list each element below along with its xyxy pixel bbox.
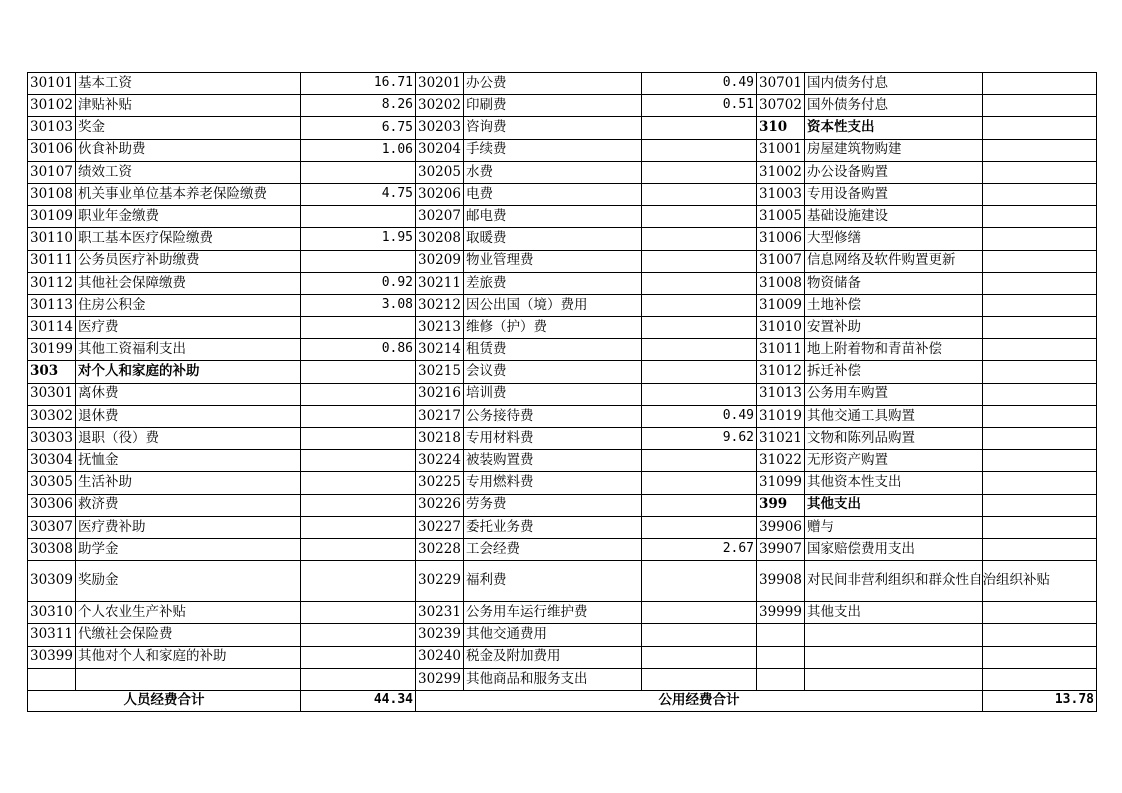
other-item-cell: 物资储备 xyxy=(805,272,983,294)
public-code-cell: 30217 xyxy=(416,405,464,427)
other-amount-cell xyxy=(983,516,1097,538)
personnel-item-cell: 机关事业单位基本养老保险缴费 xyxy=(76,183,301,205)
personnel-code-cell: 303 xyxy=(28,361,76,383)
other-item-cell: 基础设施建设 xyxy=(805,206,983,228)
other-code-cell: 31006 xyxy=(757,228,805,250)
public-item-cell: 被装购置费 xyxy=(464,450,642,472)
table-row xyxy=(28,538,1097,560)
public-code-cell: 30213 xyxy=(416,317,464,339)
personnel-item-cell: 退休费 xyxy=(76,405,301,427)
public-code-cell: 30226 xyxy=(416,494,464,516)
personnel-code-cell: 30110 xyxy=(28,228,76,250)
personnel-item-cell: 奖金 xyxy=(76,117,301,139)
other-code-cell: 39999 xyxy=(757,602,805,624)
public-item-cell: 取暖费 xyxy=(464,228,642,250)
other-item-cell xyxy=(805,624,983,646)
table-row xyxy=(28,272,1097,294)
other-item-cell: 公务用车购置 xyxy=(805,383,983,405)
other-code-cell: 39908 xyxy=(757,561,805,602)
public-item-cell: 福利费 xyxy=(464,561,642,602)
public-code-cell: 30240 xyxy=(416,646,464,668)
public-total-label: 公用经费合计 xyxy=(416,690,983,711)
table-body xyxy=(28,73,1097,691)
other-amount-cell xyxy=(983,95,1097,117)
other-amount-cell xyxy=(983,472,1097,494)
table-row xyxy=(28,339,1097,361)
other-amount-cell xyxy=(983,624,1097,646)
public-amount-cell xyxy=(642,317,757,339)
personnel-item-cell: 奖励金 xyxy=(76,561,301,602)
personnel-item-cell: 对个人和家庭的补助 xyxy=(76,361,301,383)
public-code-cell: 30205 xyxy=(416,161,464,183)
other-item-cell: 专用设备购置 xyxy=(805,183,983,205)
public-item-cell: 物业管理费 xyxy=(464,250,642,272)
public-amount-cell xyxy=(642,361,757,383)
personnel-item-cell: 基本工资 xyxy=(76,73,301,95)
personnel-amount-cell xyxy=(301,361,416,383)
public-amount-cell xyxy=(642,250,757,272)
personnel-code-cell: 30302 xyxy=(28,405,76,427)
personnel-code-cell: 30304 xyxy=(28,450,76,472)
table-row xyxy=(28,561,1097,602)
other-item-cell: 土地补偿 xyxy=(805,294,983,316)
personnel-amount-cell: 1.95 xyxy=(301,228,416,250)
public-amount-cell xyxy=(642,561,757,602)
public-item-cell: 手续费 xyxy=(464,139,642,161)
other-item-cell: 其他交通工具购置 xyxy=(805,405,983,427)
personnel-amount-cell xyxy=(301,161,416,183)
table-row xyxy=(28,139,1097,161)
table-row xyxy=(28,206,1097,228)
personnel-item-cell: 离休费 xyxy=(76,383,301,405)
other-code-cell: 31007 xyxy=(757,250,805,272)
personnel-code-cell: 30107 xyxy=(28,161,76,183)
table-row xyxy=(28,405,1097,427)
public-code-cell: 30218 xyxy=(416,428,464,450)
other-code-cell: 31019 xyxy=(757,405,805,427)
other-amount-cell xyxy=(983,117,1097,139)
personnel-item-cell: 助学金 xyxy=(76,538,301,560)
other-amount-cell xyxy=(983,139,1097,161)
expense-table xyxy=(27,72,1097,712)
other-code-cell: 310 xyxy=(757,117,805,139)
public-code-cell: 30228 xyxy=(416,538,464,560)
public-code-cell: 30209 xyxy=(416,250,464,272)
other-item-cell: 地上附着物和青苗补偿 xyxy=(805,339,983,361)
other-amount-cell xyxy=(983,73,1097,95)
personnel-amount-cell xyxy=(301,428,416,450)
other-code-cell: 31012 xyxy=(757,361,805,383)
public-item-cell: 公务接待费 xyxy=(464,405,642,427)
other-item-cell: 其他资本性支出 xyxy=(805,472,983,494)
totals-row xyxy=(28,690,1097,711)
personnel-total-label: 人员经费合计 xyxy=(28,690,301,711)
table-row xyxy=(28,516,1097,538)
public-amount-cell xyxy=(642,339,757,361)
personnel-amount-cell xyxy=(301,624,416,646)
other-code-cell: 39906 xyxy=(757,516,805,538)
other-code-cell: 31009 xyxy=(757,294,805,316)
public-code-cell: 30224 xyxy=(416,450,464,472)
public-amount-cell xyxy=(642,516,757,538)
personnel-code-cell: 30301 xyxy=(28,383,76,405)
personnel-code-cell: 30309 xyxy=(28,561,76,602)
table-row xyxy=(28,73,1097,95)
table-row xyxy=(28,472,1097,494)
public-amount-cell xyxy=(642,646,757,668)
public-amount-cell xyxy=(642,668,757,690)
personnel-code-cell: 30101 xyxy=(28,73,76,95)
other-code-cell: 31011 xyxy=(757,339,805,361)
other-code-cell: 31099 xyxy=(757,472,805,494)
personnel-item-cell: 职工基本医疗保险缴费 xyxy=(76,228,301,250)
public-amount-cell xyxy=(642,228,757,250)
other-item-cell xyxy=(805,668,983,690)
other-amount-cell xyxy=(983,294,1097,316)
personnel-amount-cell xyxy=(301,538,416,560)
personnel-code-cell: 30111 xyxy=(28,250,76,272)
public-code-cell: 30212 xyxy=(416,294,464,316)
public-item-cell: 会议费 xyxy=(464,361,642,383)
other-item-cell: 其他支出 xyxy=(805,602,983,624)
public-item-cell: 委托业务费 xyxy=(464,516,642,538)
other-item-cell: 安置补助 xyxy=(805,317,983,339)
other-item-cell: 资本性支出 xyxy=(805,117,983,139)
personnel-item-cell: 医疗费补助 xyxy=(76,516,301,538)
other-code-cell: 39907 xyxy=(757,538,805,560)
public-code-cell: 30215 xyxy=(416,361,464,383)
other-amount-cell xyxy=(983,646,1097,668)
public-item-cell: 维修（护）费 xyxy=(464,317,642,339)
table-row xyxy=(28,383,1097,405)
table-row xyxy=(28,317,1097,339)
personnel-amount-cell: 0.92 xyxy=(301,272,416,294)
table-row xyxy=(28,161,1097,183)
table-row xyxy=(28,250,1097,272)
public-amount-cell xyxy=(642,183,757,205)
table-row xyxy=(28,428,1097,450)
public-item-cell: 培训费 xyxy=(464,383,642,405)
public-item-cell: 电费 xyxy=(464,183,642,205)
table-row xyxy=(28,117,1097,139)
other-code-cell: 31022 xyxy=(757,450,805,472)
public-code-cell: 30225 xyxy=(416,472,464,494)
other-amount-cell xyxy=(983,339,1097,361)
personnel-code-cell: 30114 xyxy=(28,317,76,339)
other-amount-cell xyxy=(983,183,1097,205)
public-amount-cell: 0.49 xyxy=(642,73,757,95)
personnel-amount-cell xyxy=(301,206,416,228)
personnel-item-cell: 其他工资福利支出 xyxy=(76,339,301,361)
public-amount-cell xyxy=(642,294,757,316)
public-amount-cell xyxy=(642,624,757,646)
public-code-cell: 30204 xyxy=(416,139,464,161)
table-row xyxy=(28,668,1097,690)
public-code-cell: 30203 xyxy=(416,117,464,139)
personnel-code-cell: 30106 xyxy=(28,139,76,161)
other-item-cell: 国家赔偿费用支出 xyxy=(805,538,983,560)
personnel-code-cell: 30311 xyxy=(28,624,76,646)
public-item-cell: 专用材料费 xyxy=(464,428,642,450)
other-item-cell: 其他支出 xyxy=(805,494,983,516)
personnel-amount-cell xyxy=(301,383,416,405)
other-amount-cell xyxy=(983,317,1097,339)
personnel-code-cell: 30113 xyxy=(28,294,76,316)
other-amount-cell xyxy=(983,272,1097,294)
personnel-item-cell: 抚恤金 xyxy=(76,450,301,472)
personnel-item-cell: 个人农业生产补贴 xyxy=(76,602,301,624)
personnel-amount-cell xyxy=(301,602,416,624)
public-code-cell: 30239 xyxy=(416,624,464,646)
personnel-code-cell xyxy=(28,668,76,690)
personnel-code-cell: 30303 xyxy=(28,428,76,450)
other-item-cell: 文物和陈列品购置 xyxy=(805,428,983,450)
other-amount-cell xyxy=(983,538,1097,560)
personnel-amount-cell xyxy=(301,668,416,690)
personnel-item-cell: 职业年金缴费 xyxy=(76,206,301,228)
other-code-cell xyxy=(757,668,805,690)
personnel-code-cell: 30102 xyxy=(28,95,76,117)
public-item-cell: 工会经费 xyxy=(464,538,642,560)
other-code-cell: 31010 xyxy=(757,317,805,339)
personnel-code-cell: 30306 xyxy=(28,494,76,516)
other-amount-cell xyxy=(983,602,1097,624)
other-amount-cell xyxy=(983,383,1097,405)
public-code-cell: 30202 xyxy=(416,95,464,117)
table-row xyxy=(28,95,1097,117)
table-row xyxy=(28,228,1097,250)
table-row xyxy=(28,624,1097,646)
public-item-cell: 其他商品和服务支出 xyxy=(464,668,642,690)
public-item-cell: 其他交通费用 xyxy=(464,624,642,646)
personnel-code-cell: 30307 xyxy=(28,516,76,538)
public-amount-cell xyxy=(642,494,757,516)
personnel-item-cell xyxy=(76,668,301,690)
public-code-cell: 30229 xyxy=(416,561,464,602)
public-amount-cell xyxy=(642,472,757,494)
other-code-cell: 399 xyxy=(757,494,805,516)
other-item-cell: 赠与 xyxy=(805,516,983,538)
other-amount-cell xyxy=(983,668,1097,690)
personnel-code-cell: 30399 xyxy=(28,646,76,668)
other-code-cell: 30702 xyxy=(757,95,805,117)
public-amount-cell xyxy=(642,161,757,183)
public-item-cell: 办公费 xyxy=(464,73,642,95)
personnel-amount-cell xyxy=(301,405,416,427)
personnel-code-cell: 30199 xyxy=(28,339,76,361)
personnel-item-cell: 公务员医疗补助缴费 xyxy=(76,250,301,272)
personnel-amount-cell: 16.71 xyxy=(301,73,416,95)
other-code-cell: 31013 xyxy=(757,383,805,405)
public-code-cell: 30211 xyxy=(416,272,464,294)
public-amount-cell xyxy=(642,139,757,161)
personnel-item-cell: 医疗费 xyxy=(76,317,301,339)
other-code-cell: 31003 xyxy=(757,183,805,205)
public-amount-cell xyxy=(642,206,757,228)
public-code-cell: 30231 xyxy=(416,602,464,624)
personnel-amount-cell: 1.06 xyxy=(301,139,416,161)
other-amount-cell xyxy=(983,228,1097,250)
other-amount-cell xyxy=(983,206,1097,228)
personnel-item-cell: 伙食补助费 xyxy=(76,139,301,161)
personnel-item-cell: 退职（役）费 xyxy=(76,428,301,450)
public-code-cell: 30206 xyxy=(416,183,464,205)
other-code-cell: 31021 xyxy=(757,428,805,450)
personnel-item-cell: 津贴补贴 xyxy=(76,95,301,117)
personnel-item-cell: 代缴社会保险费 xyxy=(76,624,301,646)
other-item-cell: 大型修缮 xyxy=(805,228,983,250)
other-amount-cell xyxy=(983,361,1097,383)
personnel-code-cell: 30308 xyxy=(28,538,76,560)
public-amount-cell xyxy=(642,272,757,294)
personnel-code-cell: 30103 xyxy=(28,117,76,139)
public-item-cell: 因公出国（境）费用 xyxy=(464,294,642,316)
public-item-cell: 劳务费 xyxy=(464,494,642,516)
personnel-amount-cell: 6.75 xyxy=(301,117,416,139)
other-code-cell xyxy=(757,624,805,646)
other-item-cell: 房屋建筑物购建 xyxy=(805,139,983,161)
public-item-cell: 咨询费 xyxy=(464,117,642,139)
personnel-total-value: 44.34 xyxy=(301,690,416,711)
personnel-amount-cell xyxy=(301,516,416,538)
public-amount-cell xyxy=(642,383,757,405)
public-item-cell: 邮电费 xyxy=(464,206,642,228)
personnel-amount-cell: 3.08 xyxy=(301,294,416,316)
personnel-item-cell: 生活补助 xyxy=(76,472,301,494)
personnel-item-cell: 其他社会保障缴费 xyxy=(76,272,301,294)
public-amount-cell: 9.62 xyxy=(642,428,757,450)
personnel-amount-cell: 8.26 xyxy=(301,95,416,117)
personnel-code-cell: 30305 xyxy=(28,472,76,494)
personnel-code-cell: 30310 xyxy=(28,602,76,624)
other-item-cell: 国外债务付息 xyxy=(805,95,983,117)
table-row xyxy=(28,646,1097,668)
public-amount-cell xyxy=(642,450,757,472)
public-item-cell: 租赁费 xyxy=(464,339,642,361)
other-amount-cell xyxy=(983,250,1097,272)
table-row xyxy=(28,183,1097,205)
personnel-amount-cell xyxy=(301,472,416,494)
personnel-amount-cell xyxy=(301,317,416,339)
other-code-cell: 31002 xyxy=(757,161,805,183)
public-code-cell: 30207 xyxy=(416,206,464,228)
personnel-amount-cell xyxy=(301,450,416,472)
public-code-cell: 30208 xyxy=(416,228,464,250)
personnel-code-cell: 30108 xyxy=(28,183,76,205)
public-item-cell: 印刷费 xyxy=(464,95,642,117)
other-code-cell: 31005 xyxy=(757,206,805,228)
other-code-cell: 31001 xyxy=(757,139,805,161)
other-code-cell: 31008 xyxy=(757,272,805,294)
public-code-cell: 30227 xyxy=(416,516,464,538)
personnel-amount-cell: 4.75 xyxy=(301,183,416,205)
personnel-amount-cell: 0.86 xyxy=(301,339,416,361)
public-amount-cell: 0.51 xyxy=(642,95,757,117)
public-item-cell: 差旅费 xyxy=(464,272,642,294)
other-amount-cell xyxy=(983,428,1097,450)
public-item-cell: 专用燃料费 xyxy=(464,472,642,494)
personnel-amount-cell xyxy=(301,561,416,602)
personnel-amount-cell xyxy=(301,250,416,272)
table-row xyxy=(28,450,1097,472)
personnel-item-cell: 住房公积金 xyxy=(76,294,301,316)
other-code-cell xyxy=(757,646,805,668)
public-amount-cell xyxy=(642,602,757,624)
public-code-cell: 30216 xyxy=(416,383,464,405)
public-item-cell: 水费 xyxy=(464,161,642,183)
other-item-cell: 无形资产购置 xyxy=(805,450,983,472)
personnel-code-cell: 30112 xyxy=(28,272,76,294)
public-amount-cell: 0.49 xyxy=(642,405,757,427)
public-code-cell: 30201 xyxy=(416,73,464,95)
personnel-amount-cell xyxy=(301,494,416,516)
table-row xyxy=(28,294,1097,316)
table-row xyxy=(28,494,1097,516)
public-code-cell: 30214 xyxy=(416,339,464,361)
other-code-cell: 30701 xyxy=(757,73,805,95)
public-amount-cell xyxy=(642,117,757,139)
personnel-code-cell: 30109 xyxy=(28,206,76,228)
other-item-cell: 对民间非营利组织和群众性自治组织补贴 xyxy=(805,561,983,602)
table-row xyxy=(28,361,1097,383)
other-amount-cell xyxy=(983,450,1097,472)
public-code-cell: 30299 xyxy=(416,668,464,690)
other-item-cell xyxy=(805,646,983,668)
other-amount-cell xyxy=(983,161,1097,183)
personnel-item-cell: 救济费 xyxy=(76,494,301,516)
personnel-amount-cell xyxy=(301,646,416,668)
other-amount-cell xyxy=(983,494,1097,516)
personnel-item-cell: 其他对个人和家庭的补助 xyxy=(76,646,301,668)
table-row xyxy=(28,602,1097,624)
other-item-cell: 信息网络及软件购置更新 xyxy=(805,250,983,272)
public-total-value: 13.78 xyxy=(983,690,1097,711)
other-item-cell: 国内债务付息 xyxy=(805,73,983,95)
public-amount-cell: 2.67 xyxy=(642,538,757,560)
other-amount-cell xyxy=(983,405,1097,427)
public-item-cell: 公务用车运行维护费 xyxy=(464,602,642,624)
other-item-cell: 拆迁补偿 xyxy=(805,361,983,383)
public-item-cell: 税金及附加费用 xyxy=(464,646,642,668)
other-item-cell: 办公设备购置 xyxy=(805,161,983,183)
personnel-item-cell: 绩效工资 xyxy=(76,161,301,183)
